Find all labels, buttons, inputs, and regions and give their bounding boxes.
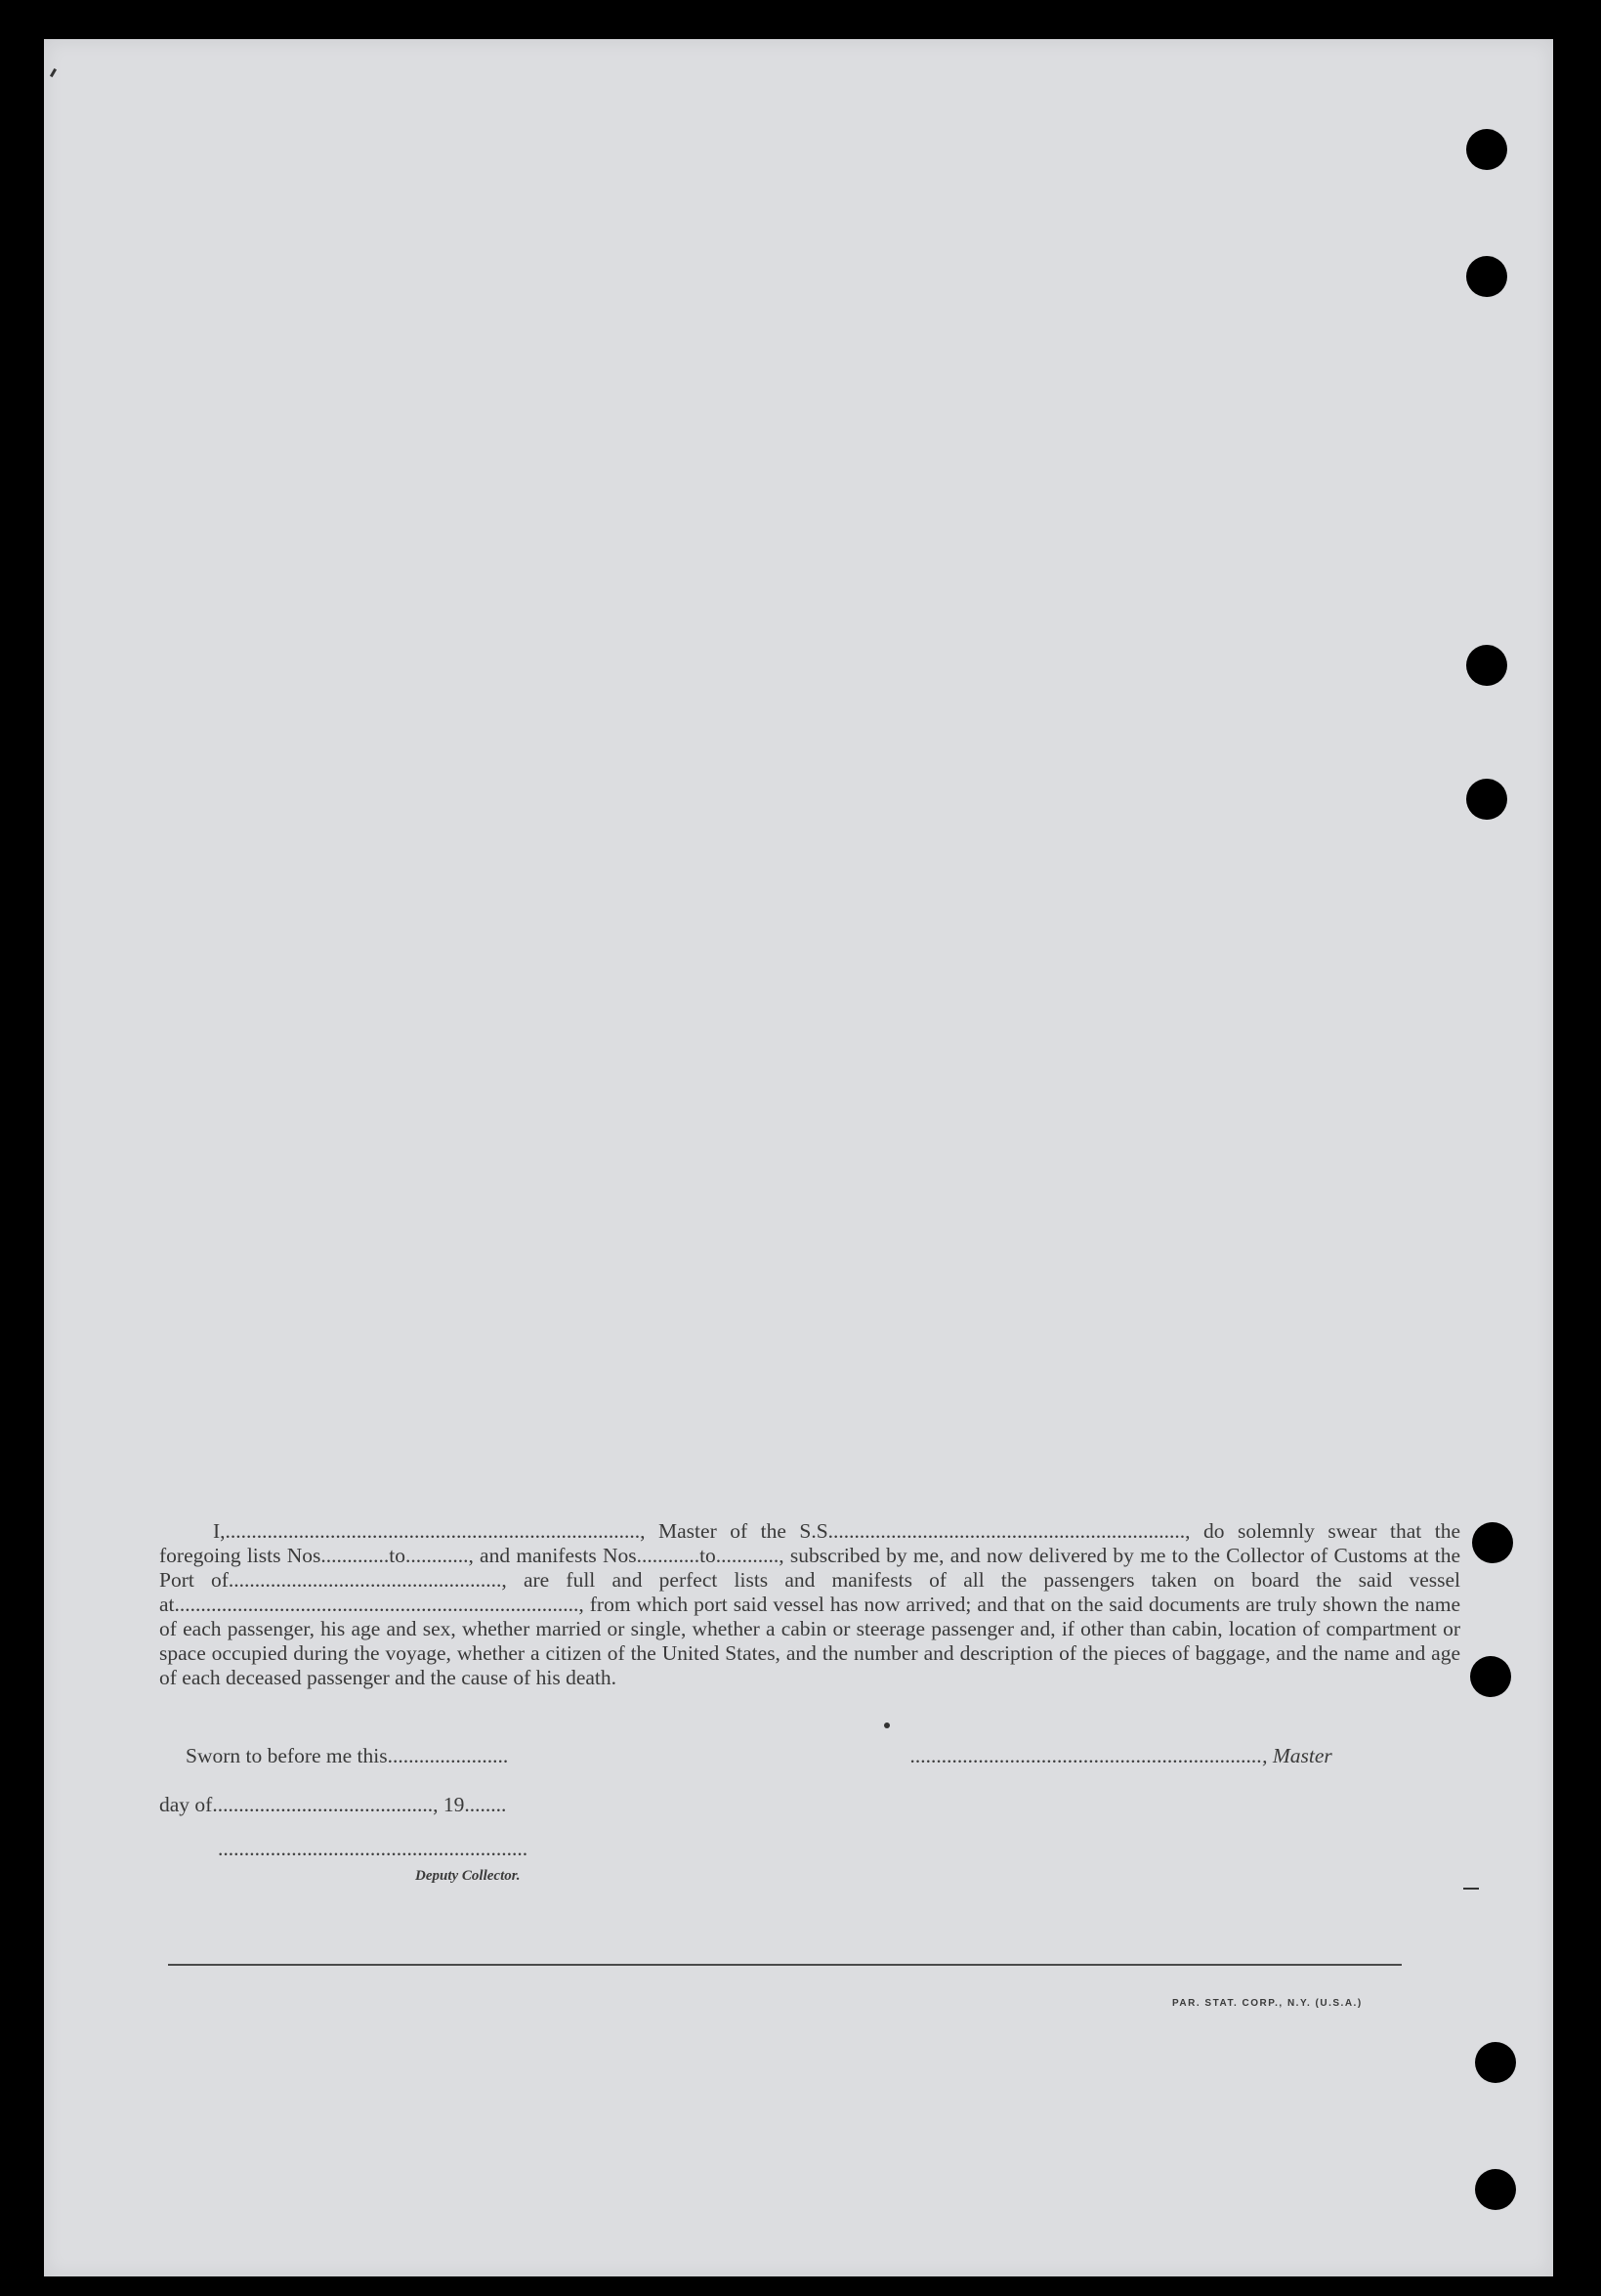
punch-hole [1466, 129, 1507, 170]
printer-imprint: PAR. STAT. CORP., N.Y. (U.S.A.) [1172, 1998, 1363, 2009]
horizontal-rule [168, 1964, 1402, 1966]
punch-hole [1466, 256, 1507, 297]
day-line: day of.........................................., 19........ [159, 1793, 507, 1816]
master-signature-line: ..................................................................., Master [910, 1744, 1332, 1767]
punch-hole [1475, 2042, 1516, 2083]
punch-hole [1466, 645, 1507, 686]
oath-text: I,..............................................................................., Master of the S.S...................................................................., do solemnly swear that the foregoing lists Nos.............to............, and manifests Nos............to............, subscribed by me, and now delivered by me to the Collector of Customs at the Port of...................................................., are full and perfect lists and manifests of all the passengers taken on board the said vessel at............................................................................., from which port said vessel has now arrived; and that on the said documents are truly shown the name of each passenger, his age and sex, whether married or single, whether a cabin or steerage passenger and, if other than cabin, location of compartment or space occupied during the voyage, whether a citizen of the United States, and the number and description of the pieces of baggage, and the name and age of each deceased passenger and the cause of his death. [159, 1519, 1460, 1689]
punch-hole [1472, 1522, 1513, 1563]
form-sheet [44, 39, 1553, 2276]
sworn-line: Sworn to before me this....................... [186, 1744, 509, 1767]
stray-mark [1463, 1888, 1479, 1890]
punch-hole [1470, 1656, 1511, 1697]
stray-mark [50, 68, 57, 77]
punch-hole [1466, 779, 1507, 820]
bleed-through-text [190, 200, 1070, 220]
oath-paragraph [159, 1519, 1460, 1690]
deputy-collector-label: Deputy Collector. [415, 1868, 521, 1884]
deputy-collector-dots: ........................................................... [218, 1837, 528, 1860]
stray-mark [884, 1722, 890, 1728]
punch-hole [1475, 2169, 1516, 2210]
